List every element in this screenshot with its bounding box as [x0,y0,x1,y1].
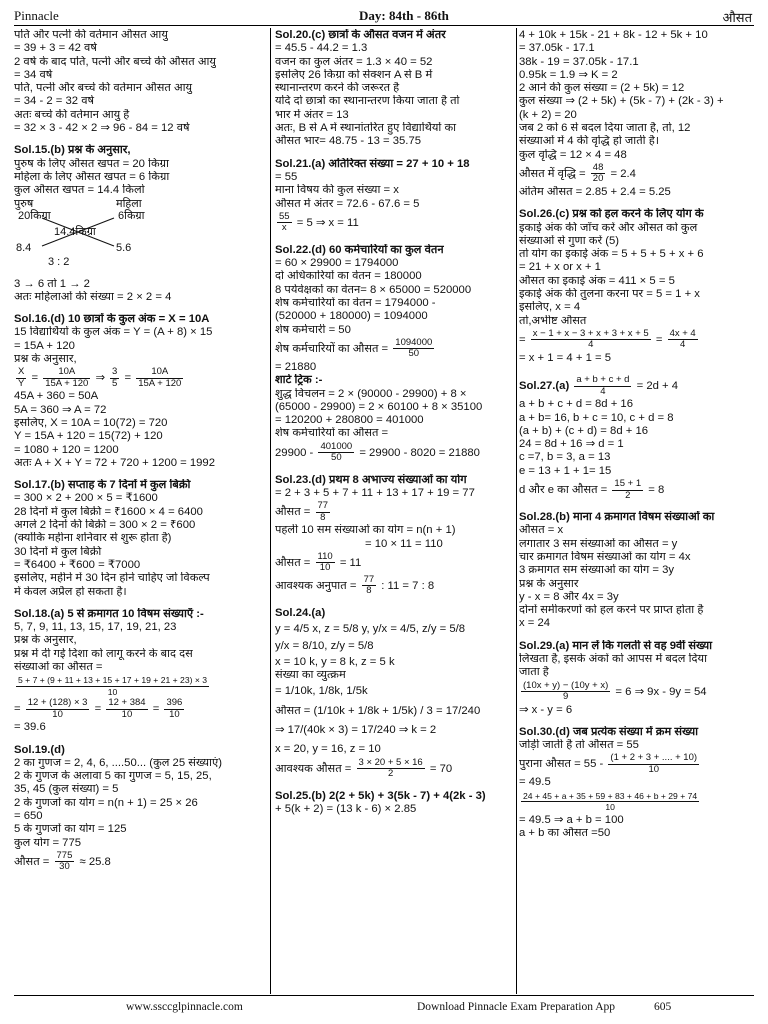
fraction: $\frac{110}{10}$ [317,551,333,574]
text-line: 38k - 19 = 37.05k - 17.1 [519,55,639,68]
fraction: $\frac{77}{8}$ [317,501,329,523]
fraction: $\frac{(10x + y) - (10y + x)}{9}$ [523,680,609,703]
text-line: (65000 - 29900) = 2 × 60100 + 8 × 35100 [275,400,483,413]
fraction-equation [14,675,264,697]
text-line: 0.95k = 1.9 ⇒ K = 2 [519,68,618,81]
text-line: महिला के लिए औसत खपत = 6 किग्रा [14,170,170,183]
diagram-mean: 14.4किग्रा [54,225,96,238]
diagram-diff-right: 5.6 [116,241,132,254]
diagram-value-men: 20किग्रा [18,209,51,222]
footer-website-link[interactable]: www.ssccglpinnacle.com [126,1001,243,1013]
text-line: औसत का इकाई अंक = 411 × 5 = 5 [519,274,675,287]
text-line: = 300 × 2 + 200 × 5 = ₹1600 [14,492,158,505]
text-line: = 120200 + 280800 = 401000 [275,414,424,427]
text-line: अतः महिलाओं की संख्या = 2 × 2 = 4 [14,290,172,303]
solution-heading: Sol.30.(d) जब प्रत्येक संख्या में क्रम संख्या [519,725,699,738]
text-line: a + b= 16, b + c = 10, c + d = 8 [519,411,674,424]
fraction: $\frac{10A}{15A + 120}$ [138,367,182,389]
page-number: 605 [654,1001,672,1013]
text-line: x = 20, y = 16, z = 10 [275,743,381,756]
text-line: 5, 7, 9, 11, 13, 15, 17, 19, 21, 23 [14,621,177,634]
fraction-equation [519,791,755,813]
column-2 [275,29,515,995]
text-line: इसलिए 26 किग्रा को सेक्शन A से B में [275,68,433,81]
diagram-ratio: 3 : 2 [48,255,70,268]
fraction-equation: पुराना औसत = 55 - $\frac{(1 + 2 + 3 + .... + 10)}{10}$ [519,753,698,775]
text-line: संख्याओं से गुणा करें (5) [519,234,620,247]
text-line: 5A = 360 ⇒ A = 72 [14,403,107,416]
text-line: x = 24 [519,617,551,630]
text-line: (k + 2) = 20 [519,108,577,121]
text-line: = 39 + 3 = 42 वर्ष [14,42,97,55]
fraction-equation: $\frac{X}{Y}$ = $\frac{10A}{15A + 120}$ ⇒ $\frac{3}{5}$ = $\frac{10A}{15A + 120}$ [18,367,182,389]
column-divider [516,28,517,994]
text-line: इसलिए, X = 10A = 10(72) = 720 [14,416,168,429]
fraction-equation: औसत = $\frac{77}{8}$ [275,501,329,523]
fraction: $\frac{15 + 1}{2}$ [614,479,642,501]
text-line: जब 2 को 6 से बदल दिया जाता है, तो, 12 [519,122,691,135]
text-line: Y = 15A + 120 = 15(72) + 120 [14,430,163,443]
text-line: c =7, b = 3, a = 13 [519,451,611,464]
alligation-diagram [14,198,174,278]
text-line: (a + b) + (c + d) = 8d + 16 [519,424,649,437]
fraction: $\frac{55}{x}$ [279,211,290,234]
text-line: = 34 - 2 = 32 वर्ष [14,95,95,108]
text-line: में केवल अप्रैल हो सकता है। [14,585,127,598]
text-line: = 32 × 3 - 42 × 2 ⇒ 96 - 84 = 12 वर्ष [14,122,190,135]
fraction: $\frac{12 + (128) \times 3}{10}$ [27,698,88,720]
solution-heading: Sol.27.(a) [519,380,570,393]
text-line: = 650 [14,810,43,823]
fraction: $\frac{4x + 4}{4}$ [669,328,696,351]
text-line: दो अधिकारियों का वेतन = 180000 [275,270,422,283]
text-line: पति और पत्नी की वर्तमान औसत आयु [14,29,168,41]
fraction-equation: Sol.27.(a) $\frac{a + b + c + d}{4}$ = 2d + 4 [519,375,679,397]
text-line: कुल औसत खपत = 14.4 किलो [14,184,145,197]
text-line: जोड़ी जाती है तो औसत = 55 [519,739,639,752]
text-line: e = 13 + 1 + 1= 15 [519,464,612,477]
text-line: 45A + 360 = 50A [14,390,99,403]
header-day-range: Day: 84th - 86th [359,8,449,23]
text-line: (520000 + 180000) = 1094000 [275,310,428,323]
solution-heading: Sol.18.(a) 5 से क्रमागत 10 विषम संख्याएँ :- [14,607,204,620]
text-line: संख्याओं का औसत = [14,660,103,673]
text-line: शेष कर्मचारियों का औसत = [275,427,389,440]
text-line: यदि दो छात्रों का स्थानान्तरण किया जाता है तो [275,95,460,108]
fraction: $\frac{10A}{15A + 120}$ [45,367,89,389]
diagram-label-women: महिला [116,197,142,210]
text-line: ⇒ x - y = 6 [519,703,573,716]
solution-heading: Sol.16.(d) 10 छात्रों के कुल अंक = X = 10A [14,313,210,326]
fraction-equation: = $\frac{x - 1 + x - 3 + x + 3 + x + 5}{4}$ = $\frac{4x + 4}{4}$ [519,328,696,351]
solution-heading: Sol.23.(d) प्रथम 8 अभाज्य संख्याओं का योग [275,473,467,486]
header-brand: Pinnacle [14,8,59,23]
fraction: $\frac{3 \times 20 + 5 \times 16}{2}$ [358,757,423,780]
fraction: $\frac{x - 1 + x - 3 + x + 3 + x + 5}{4}$ [532,328,649,351]
text-line: संख्याओं में 4 की वृद्धि हो जाती है। [519,135,659,148]
text-line: = 34 वर्ष [14,68,53,81]
fraction: $\frac{3}{5}$ [112,367,118,389]
text-line: = 37.05k - 17.1 [519,42,595,55]
text-line: भार में अंतर = 13 [275,108,349,121]
text-line: चार क्रमागत विषम संख्याओं का योग = 4x [519,550,691,563]
text-line: 2 आने की कुल संख्या = (2 + 5k) = 12 [519,82,685,95]
fraction-equation: औसत में वृद्धि = $\frac{48}{20}$ = 2.4 [519,162,636,185]
text-line: औसत भार= 48.75 - 13 = 35.75 [275,135,422,148]
diagram-diff-left: 8.4 [16,241,32,254]
text-line: 3 → 6 तो 1 → 2 [14,277,90,290]
text-line: = x + 1 = 4 + 1 = 5 [519,351,612,364]
fraction: $\frac{12 + 384}{10}$ [108,698,146,720]
fraction-equation: शेष कर्मचारियों का औसत = $\frac{1094000}{50}$ [275,337,433,360]
text-line: अगले 2 दिनों की बिक्री = 300 × 2 = ₹600 [14,519,196,532]
text-line: कुल वृद्धि = 12 × 4 = 48 [519,148,627,161]
text-line: = 21 + x or x + 1 [519,261,601,274]
text-line: 35, 45 (कुल संख्या) = 5 [14,783,119,796]
fraction: $\frac{5 + 7 + (9 + 11 + 13 + 15 + 17 + 19 + 21 + 23) \times 3}{10}$ [18,675,208,697]
fraction-equation: आवश्यक अनुपात = $\frac{77}{8}$ : 11 = 7 : 8 [275,574,435,597]
text-line: ⇒ 17/(40k × 3) = 17/240 ⇒ k = 2 [275,723,437,736]
fraction-equation: 29900 - $\frac{401000}{50}$ = 29900 - 8020 = 21880 [275,441,480,464]
text-line: पुरुष के लिए औसत खपत = 20 किग्रा [14,157,169,170]
solution-heading: Sol.29.(a) मान लें कि गलती से वह 9वीं संख्या [519,639,713,652]
solution-heading: Sol.21.(a) अतिरिक्त संख्या = 27 + 10 + 18 [275,157,470,170]
fraction: $\frac{X}{Y}$ [18,367,25,389]
text-line: = 21880 [275,360,317,373]
fraction: $\frac{775}{30}$ [56,850,73,873]
text-line: y - x = 8 और 4x = 3y [519,590,619,603]
diagram-value-women: 6किग्रा [118,209,145,222]
fraction: $\frac{396}{10}$ [166,698,183,720]
fraction: $\frac{(1 + 2 + 3 + .... + 10)}{10}$ [610,753,698,775]
text-line: 24 = 8d + 16 ⇒ d = 1 [519,438,624,451]
text-line: 2 का गुणज = 2, 4, 6, ....50... (कुल 25 संख्याएं) [14,756,222,769]
fraction: $\frac{1094000}{50}$ [395,337,433,360]
text-line: = 1080 + 120 = 1200 [14,443,119,456]
text-line: = 2 + 3 + 5 + 7 + 11 + 13 + 17 + 19 = 77 [275,487,475,500]
text-line: पहली 10 सम संख्याओं का योग = n(n + 1) [275,524,456,537]
fraction-equation: औसत = $\frac{775}{30}$ ≈ 25.8 [14,850,111,873]
text-line: a + b का औसत =50 [519,827,611,840]
fraction-equation: आवश्यक औसत = $\frac{3 \times 20 + 5 \times 16}{2}$ = 70 [275,757,453,780]
fraction: $\frac{24 + 45 + a + 35 + 59 + 83 + 46 + b + 29 + 74}{10}$ [523,790,698,813]
text-line: 28 दिनों में कुल बिक्री = ₹1600 × 4 = 6400 [14,505,203,518]
page-header [14,6,754,26]
text-line: दोनों समीकरणों को हल करने पर प्राप्त होता है [519,604,704,617]
text-line: इकाई अंक की जाँच करें और औसत को कुल [519,221,698,234]
text-line: + 5(k + 2) = (13 k - 6) × 2.85 [275,802,417,815]
solution-heading: Sol.28.(b) माना 4 क्रमागत विषम संख्याओं का [519,511,715,524]
text-line: = 60 × 29900 = 1794000 [275,257,399,270]
text-line: = 10 × 11 = 110 [365,537,443,550]
text-line: x = 10 k, y = 8 k, z = 5 k [275,655,395,668]
text-line: 2 वर्ष के बाद पति, पत्नी और बच्चे की औसत आयु [14,55,216,68]
fraction-equation: = $\frac{12 + (128) \times 3}{10}$ = $\frac{12 + 384}{10}$ = $\frac{396}{10}$ [14,698,183,720]
text-line: = ₹6400 + ₹600 = ₹7000 [14,558,141,571]
text-line: 5 के गुणजों का योग = 125 [14,823,127,836]
page-footer [14,995,754,1017]
fraction: $\frac{401000}{50}$ [320,441,353,464]
text-line: तो,अभीष्ट औसत [519,314,587,327]
fraction-equation: औसत = $\frac{110}{10}$ = 11 [275,551,362,574]
text-line: अतः, B से A में स्थानांतरित हुए विद्यार्थियों का [275,122,457,135]
text-line: लिखता है, इसके अंकों को आपस में बदल दिया [519,652,707,665]
text-line: = 39.6 [14,721,46,734]
text-line: प्रश्न के अनुसार [519,577,579,590]
header-topic: औसत [722,10,752,25]
short-trick-heading: शार्ट ट्रिक :- [275,374,323,387]
text-line: औसत = x [519,524,564,537]
footer-app-promo: Download Pinnacle Exam Preparation App [417,1001,616,1013]
text-line: शेष कर्मचारियों का वेतन = 1794000 - [275,297,436,310]
text-line: इसलिए, x = 4 [519,301,581,314]
text-line: इसलिए, महीने में 30 दिन होने चाहिए जो विकल्प [14,572,210,585]
text-line: इकाई अंक की तुलना करना पर = 5 = 1 + x [519,288,700,301]
text-line: y = 4/5 x, z = 5/8 y, y/x = 4/5, z/y = 5/8 [275,623,466,636]
column-divider [270,28,271,994]
text-line: वजन का कुल अंतर = 1.3 × 40 = 52 [275,55,433,68]
text-line: 8 पर्यवेक्षकों का वेतन= 8 × 65000 = 520000 [275,283,472,296]
fraction: $\frac{77}{8}$ [363,574,375,597]
text-line: 30 दिनों में कुल बिक्री [14,545,102,558]
fraction: $\frac{a + b + c + d}{4}$ [576,375,630,397]
text-line: औसत में अंतर = 72.6 - 67.6 = 5 [275,197,420,210]
text-line: 2 के गुणजों का योग = n(n + 1) = 25 × 26 [14,796,198,809]
text-line: पति, पत्नी और बच्चे की वर्तमान औसत आयु [14,82,193,95]
text-line: अतः A + X + Y = 72 + 720 + 1200 = 1992 [14,456,215,469]
diagram-label-men: पुरुष [14,197,34,210]
solution-heading: Sol.24.(a) [275,606,326,619]
fraction-equation: $\frac{(10x + y) - (10y + x)}{9}$ = 6 ⇒ 9x - 9y = 54 [523,680,707,703]
text-line: औसत = (1/10k + 1/8k + 1/5k) / 3 = 17/240 [275,704,481,717]
text-line: = 49.5 [519,776,551,789]
text-line: जाता है [519,666,549,679]
text-line: प्रश्न में दी गई दिशा को लागू करने के बाद दस [14,647,193,660]
text-line: = 15A + 120 [14,339,75,352]
text-line: अंतिम औसत = 2.85 + 2.4 = 5.25 [519,185,671,198]
text-line: 15 विद्यार्थियों के कुल अंक = Y = (A + 8) × 15 [14,326,213,339]
fraction-equation: $\frac{55}{x}$ = 5 ⇒ x = 11 [279,211,359,234]
text-line: माना विषय की कुल संख्या = x [275,184,399,197]
solution-heading: Sol.17.(b) सप्ताह के 7 दिनों में कुल बिक्री [14,479,191,492]
text-line: लगातार 3 सम संख्याओं का औसत = y [519,537,678,550]
text-line: 3 क्रमागत सम संख्याओं का योग = 3y [519,564,675,577]
text-line: कुल योग = 775 [14,836,82,849]
solution-heading: Sol.25.(b) 2(2 + 5k) + 3(5k - 7) + 4(2k - 3) [275,789,486,802]
column-1 [14,29,264,995]
text-line: संख्या का व्युत्क्रम [275,669,346,682]
solution-heading: Sol.19.(d) [14,743,65,756]
fraction-equation: d और e का औसत = $\frac{15 + 1}{2}$ = 8 [519,479,665,501]
text-line: कुल संख्या ⇒ (2 + 5k) + (5k - 7) + (2k - 3) + [519,95,724,108]
text-line: = 55 [275,170,298,183]
solution-heading: Sol.26.(c) प्रश्न को हल करने के लिए योग के [519,208,704,221]
text-line: प्रश्न के अनुसार, [14,634,77,647]
text-line: स्थानान्तरण करने की जरूरत है [275,82,400,95]
text-line: तो योग का इकाई अंक = 5 + 5 + 5 + x + 6 [519,248,704,261]
text-line: 2 के गुणज के अलावा 5 का गुणज = 5, 15, 25, [14,770,212,783]
text-line: शुद्ध विचलन = 2 × (90000 - 29900) + 8 × [275,387,467,400]
text-line: = 49.5 ⇒ a + b = 100 [519,813,624,826]
solution-heading: Sol.15.(b) प्रश्न के अनुसार, [14,144,131,157]
text-line: प्रश्न के अनुसार, [14,353,77,366]
text-line: = 45.5 - 44.2 = 1.3 [275,42,368,55]
text-line: अतः बच्चे की वर्तमान आयु है [14,108,130,121]
text-line: = 1/10k, 1/8k, 1/5k [275,685,368,698]
solution-heading: Sol.20.(c) छात्रों के औसत वजन में अंतर [275,29,446,41]
text-line: 4 + 10k + 15k - 21 + 8k - 12 + 5k + 10 [519,29,708,41]
fraction: $\frac{48}{20}$ [592,162,604,185]
text-line: a + b + c + d = 8d + 16 [519,398,634,411]
column-3 [519,29,755,995]
text-line: शेष कर्मचारी = 50 [275,323,351,336]
text-line: y/x = 8/10, z/y = 5/8 [275,639,374,652]
solution-heading: Sol.22.(d) 60 कर्मचारियों का कुल वेतन [275,243,444,256]
text-line: (क्योंकि महीना शनिवार से शुरू होता है) [14,532,172,545]
